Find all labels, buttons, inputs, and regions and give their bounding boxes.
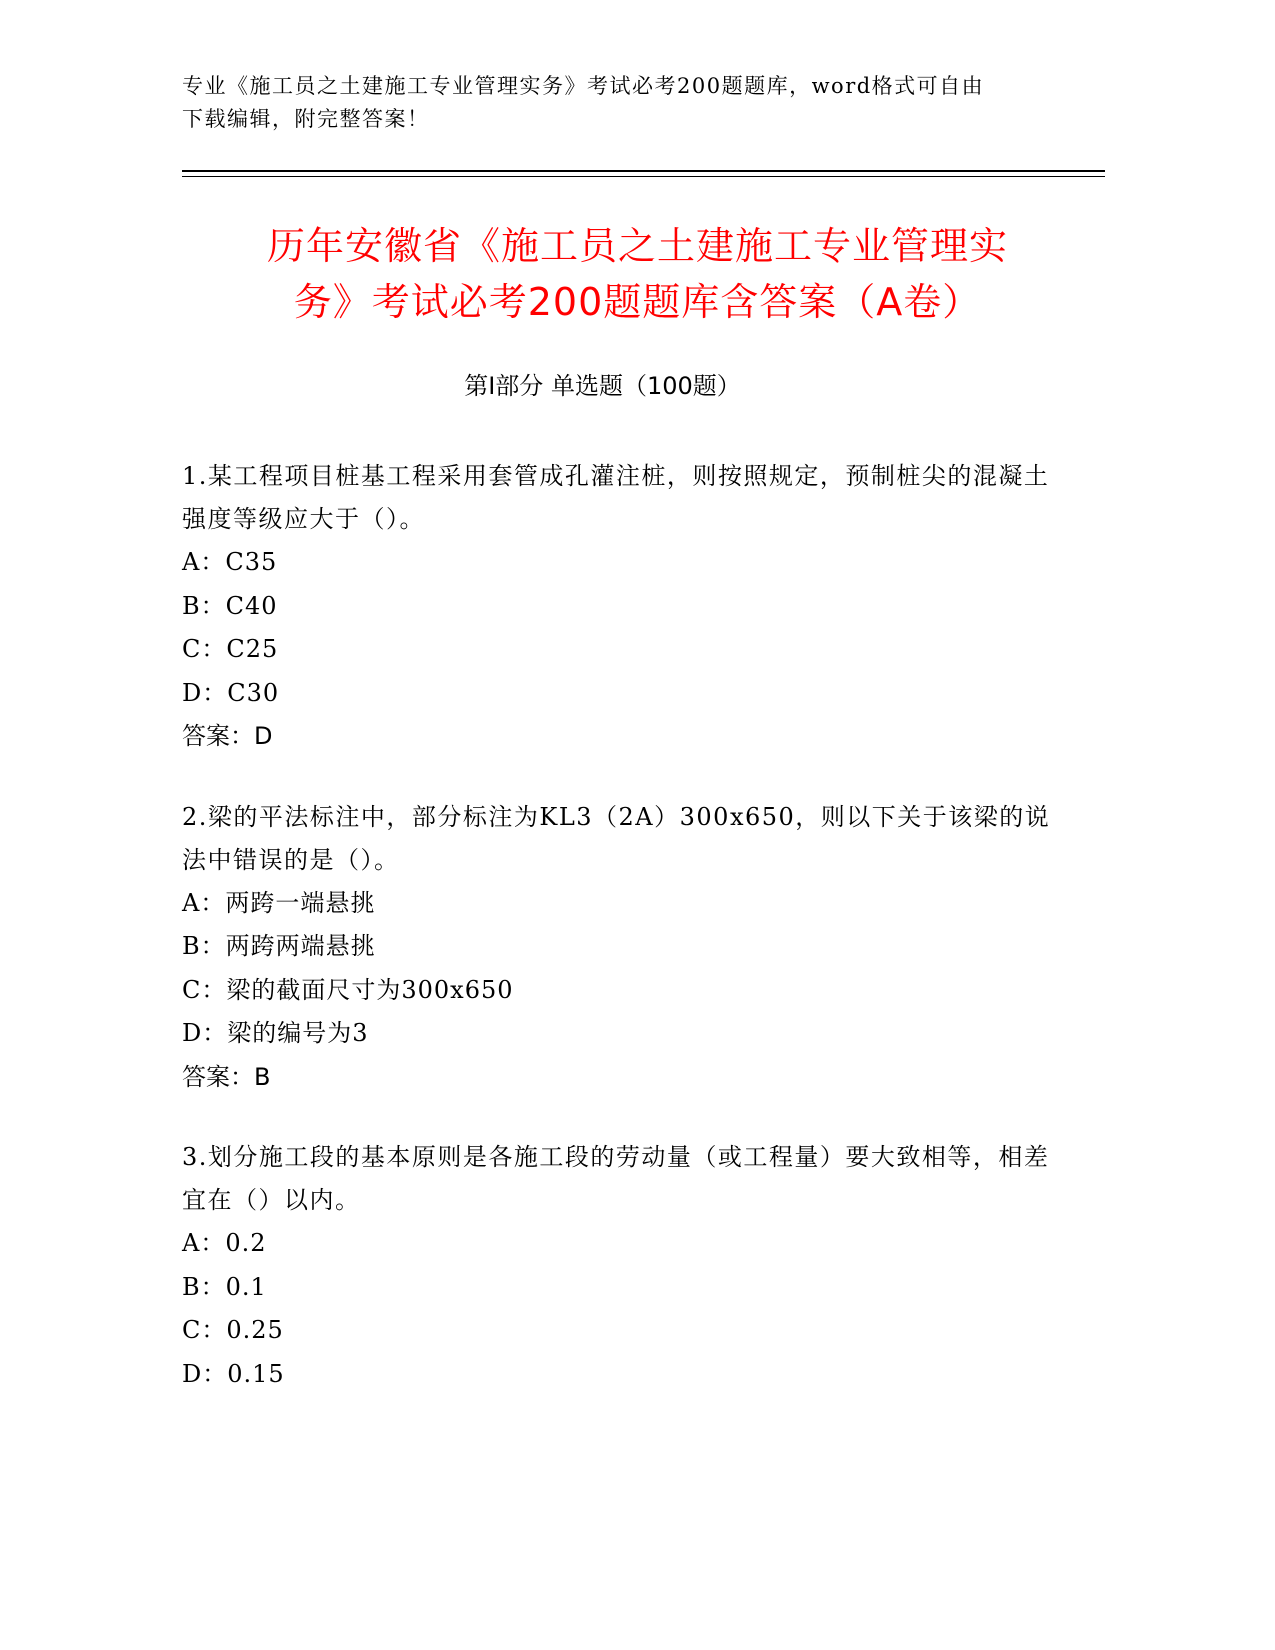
question-1-option-d: D：C30 <box>182 678 280 707</box>
question-3 <box>182 1136 1062 1396</box>
question-3-option-a: A：0.2 <box>182 1229 267 1257</box>
question-2-option-a: A：两跨一端悬挑 <box>182 888 376 917</box>
question-1-option-c: C：C25 <box>182 635 279 663</box>
question-1-answer: 答案：D <box>182 722 273 750</box>
header-divider-thin <box>182 176 1105 177</box>
question-2-option-b: B：两跨两端悬挑 <box>182 932 376 960</box>
section-title: 第Ⅰ部分 单选题（100题） <box>464 372 741 400</box>
question-3-option-b: B：0.1 <box>182 1272 267 1301</box>
question-3-stem: 3.划分施工段的基本原则是各施工段的劳动量（或工程量）要大致相等，相差宜在（）以内。 <box>182 1143 1050 1214</box>
question-1-stem: 1.某工程项目桩基工程采用套管成孔灌注桩，则按照规定，预制桩尖的混凝土强度等级应大于（）。 <box>182 462 1050 533</box>
header-divider-thick <box>182 170 1105 172</box>
document-title-line-1: 历年安徽省《施工员之土建施工专业管理实 <box>266 224 1008 268</box>
question-2-option-d: D：梁的编号为3 <box>182 1019 369 1047</box>
question-3-option-c: C：0.25 <box>182 1316 284 1344</box>
question-3-option-d: D：0.15 <box>182 1359 285 1388</box>
question-2-answer: 答案：B <box>182 1062 271 1091</box>
document-header-note: 专业《施工员之土建施工专业管理实务》考试必考200题题库，word格式可自由 下载编辑，附完整答案！ <box>182 74 985 131</box>
question-1-option-b: B：C40 <box>182 591 278 620</box>
question-2-option-c: C：梁的截面尺寸为300x650 <box>182 975 514 1004</box>
document-title <box>160 218 1115 330</box>
question-2-stem: 2.梁的平法标注中，部分标注为KL3（2A）300x650，则以下关于该梁的说法中错误的是（）。 <box>182 802 1051 874</box>
question-1 <box>182 455 1062 759</box>
question-1-option-a: A：C35 <box>182 548 278 576</box>
question-list <box>182 455 1062 1433</box>
question-2 <box>182 796 1062 1100</box>
document-title-line-2: 务》考试必考200题题库含答案（A卷） <box>293 280 982 324</box>
